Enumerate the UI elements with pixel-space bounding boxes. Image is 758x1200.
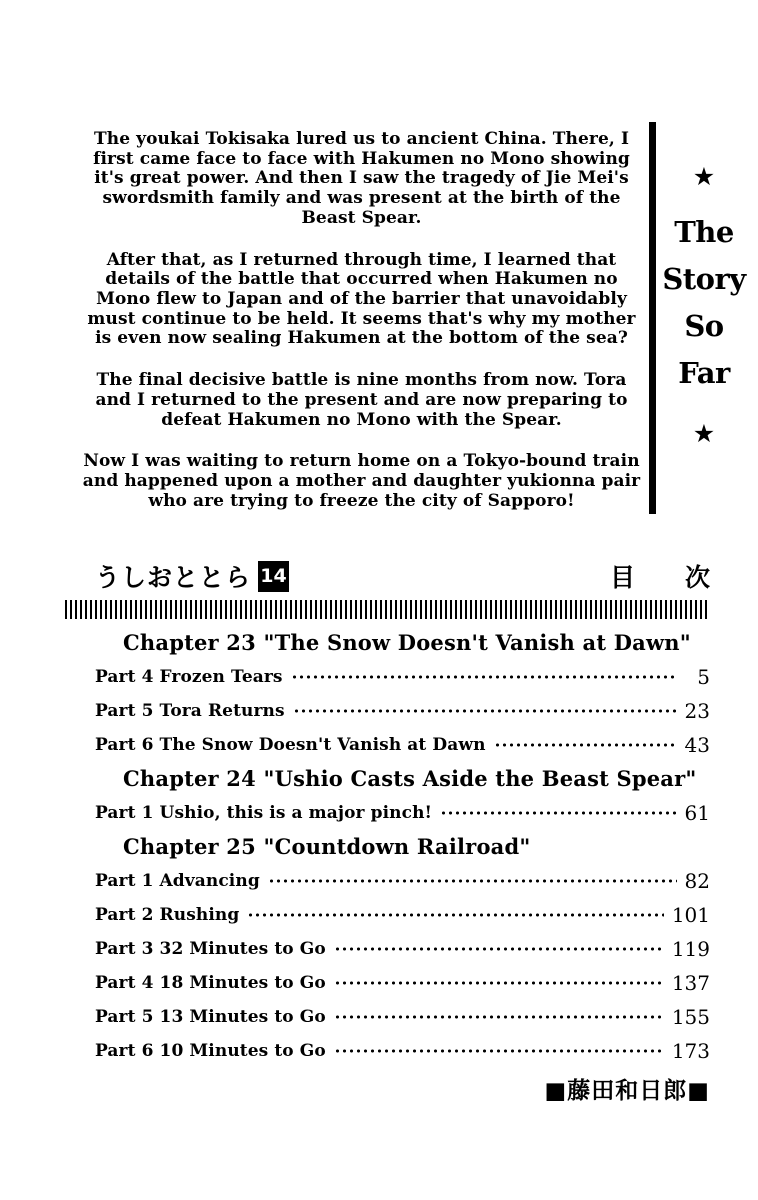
table-of-contents [95,626,710,1068]
toc-row [95,660,710,694]
sidebar-title-column [656,122,752,514]
story-paragraph: After that, as I returned through time, I learned that details of the battle that occurred when Hakumen no Mono flew to Japan and of the barrier that unavoidably must continue to be held. It seems that's why my mother is even now sealing Hakumen at the bottom of the sea? [87,249,636,349]
dotted-leader [440,809,676,817]
story-so-far-sidebar [649,122,752,514]
toc-entry-label: Part 2 Rushing [95,905,240,925]
toc-page-number: 173 [671,1039,710,1063]
dotted-leader [334,945,664,953]
sidebar-title-word: The [674,215,734,249]
toc-row [95,796,710,830]
series-title: うしおととら [95,563,252,592]
star-icon: ★ [692,162,716,191]
striped-divider [65,600,710,619]
toc-header [95,558,710,594]
author-credit: ■藤田和日郎■ [544,1078,710,1104]
sidebar-title-word: So [684,309,724,343]
toc-row [95,728,710,762]
toc-page-number: 155 [671,1005,710,1029]
volume-badge: 14 [258,561,289,592]
story-paragraph: The final decisive battle is nine months from now. Tora and I returned to the present and are now preparing to defeat Hakumen no Mono with the Spear. [95,370,628,430]
toc-page-number: 101 [671,903,710,927]
dotted-leader [494,741,677,749]
story-paragraph: The youkai Tokisaka lured us to ancient China. There, I first came face to face with Hakumen no Mono showing it's great power. And then I saw the tragedy of Jie Mei's swordsmith family and was present at the birth of the Beast Spear. [93,129,630,228]
sidebar-title-word: Far [678,356,730,390]
dotted-leader [334,1047,664,1055]
dotted-leader [334,1013,664,1021]
toc-page-number: 5 [697,665,710,689]
toc-row [95,898,710,932]
toc-page-number: 119 [671,937,710,961]
vertical-rule [649,122,656,514]
sidebar-title-word: Story [662,262,746,296]
toc-row [95,694,710,728]
toc-entry-label: Part 5 13 Minutes to Go [95,1007,326,1027]
toc-entry-label: Part 3 32 Minutes to Go [95,939,326,959]
toc-row [95,966,710,1000]
toc-entry-label: Part 1 Ushio, this is a major pinch! [95,803,433,823]
toc-page-number: 23 [684,699,710,723]
toc-entry-label: Part 6 10 Minutes to Go [95,1041,326,1061]
toc-entry-label: Part 5 Tora Returns [95,701,285,721]
toc-entry-label: Part 4 18 Minutes to Go [95,973,326,993]
dotted-leader [334,979,664,987]
chapter-heading: Chapter 24 "Ushio Casts Aside the Beast Spear" [123,766,697,791]
toc-page-number: 137 [671,971,710,995]
contents-label: 目 次 [609,563,710,592]
chapter-heading: Chapter 25 "Countdown Railroad" [123,834,531,859]
star-icon: ★ [692,419,716,448]
dotted-leader [247,911,663,919]
toc-row [95,932,710,966]
dotted-leader [268,877,677,885]
story-so-far-text [80,130,643,534]
story-paragraph: Now I was waiting to return home on a Tokyo-bound train and happened upon a mother and daughter yukionna pair who are trying to freeze the city of Sapporo! [82,451,641,511]
toc-entry-label: Part 4 Frozen Tears [95,667,283,687]
toc-page-number: 82 [684,869,710,893]
toc-row [95,1000,710,1034]
toc-page-number: 61 [684,801,710,825]
toc-entry-label: Part 6 The Snow Doesn't Vanish at Dawn [95,735,486,755]
chapter-heading: Chapter 23 "The Snow Doesn't Vanish at Dawn" [123,630,691,655]
toc-row [95,1034,710,1068]
dotted-leader [291,673,678,681]
dotted-leader [293,707,677,715]
toc-page-number: 43 [684,733,710,757]
toc-entry-label: Part 1 Advancing [95,871,260,891]
toc-row [95,864,710,898]
